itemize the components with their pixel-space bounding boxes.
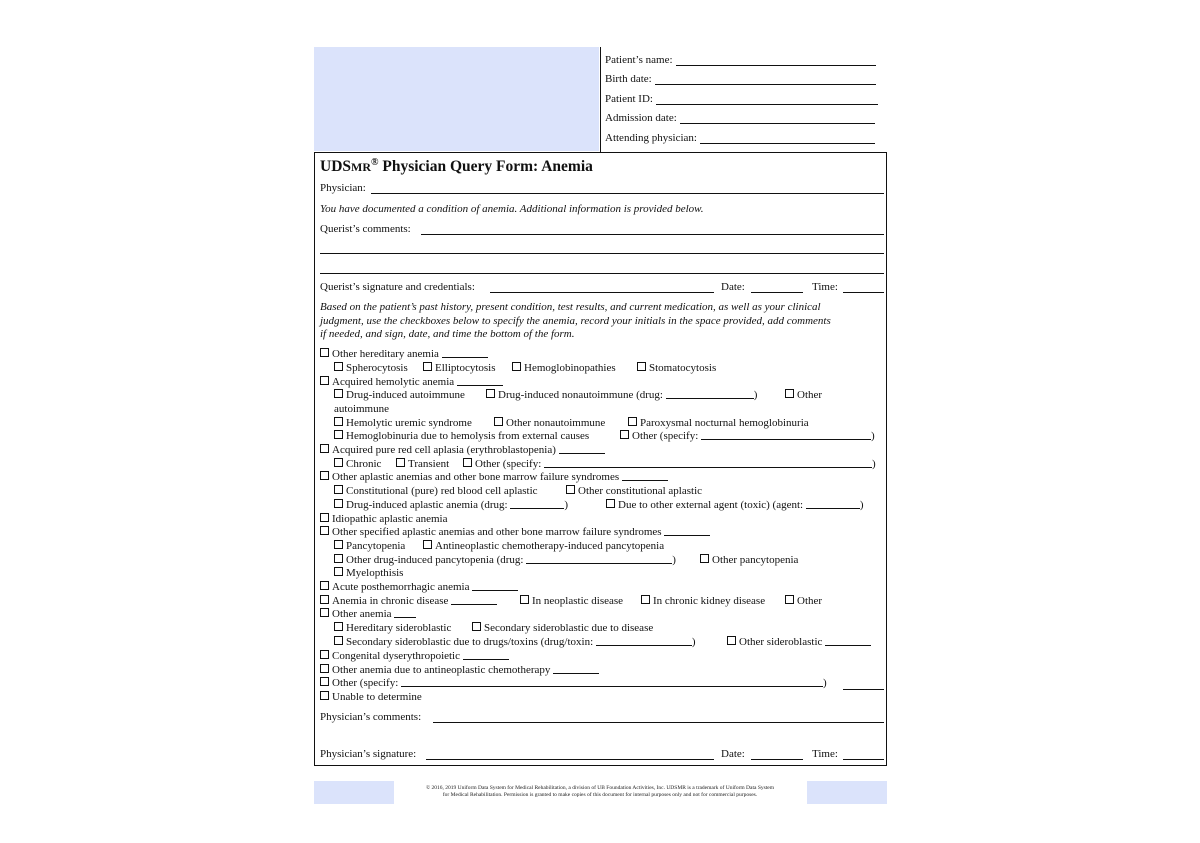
option-external-agent-toxic[interactable]: Due to other external agent (toxic) (agent: ) — [606, 499, 864, 512]
other-specify-initials-line[interactable] — [843, 689, 884, 690]
initials-line[interactable] — [451, 595, 497, 605]
physician-comments-line[interactable] — [433, 722, 884, 723]
checkbox-icon[interactable] — [472, 622, 481, 631]
drug-line[interactable] — [666, 389, 754, 399]
option-drug-induced-autoimmune[interactable]: Drug-induced autoimmune — [334, 389, 465, 402]
physician-time-label: Time: — [812, 748, 838, 760]
checkbox-icon[interactable] — [320, 581, 329, 590]
initials-line[interactable] — [664, 526, 710, 536]
checkbox-icon[interactable] — [396, 458, 405, 467]
physician-date-line[interactable] — [751, 759, 803, 760]
initials-line[interactable] — [559, 444, 605, 454]
checkbox-icon[interactable] — [320, 513, 329, 522]
admission-date-field[interactable] — [605, 112, 875, 124]
option-other-specify[interactable]: Other (specify: ) — [320, 677, 827, 690]
patient-name-label: Patient’s name: — [605, 54, 673, 66]
option-drug-induced-aplastic[interactable]: Drug-induced aplastic anemia (drug: ) — [334, 499, 568, 512]
drug-toxin-line[interactable] — [596, 636, 692, 646]
option-constitutional-red-cell[interactable]: Constitutional (pure) red blood cell aplastic — [334, 485, 538, 498]
option-other-anemia[interactable]: Other anemia — [320, 608, 416, 621]
header-shaded-box — [314, 47, 599, 151]
checkbox-icon[interactable] — [423, 540, 432, 549]
querist-comments-label: Querist’s comments: — [320, 223, 411, 235]
drug-line[interactable] — [526, 554, 672, 564]
checkbox-icon[interactable] — [334, 499, 343, 508]
option-pancytopenia[interactable]: Pancytopenia — [334, 540, 405, 553]
physician-line[interactable] — [371, 193, 884, 194]
querist-signature-line[interactable] — [490, 292, 714, 293]
option-myelopthisis[interactable]: Myelopthisis — [334, 567, 403, 580]
option-other-constitutional-aplastic[interactable]: Other constitutional aplastic — [566, 485, 702, 498]
specify-line[interactable] — [401, 677, 823, 687]
checkbox-icon[interactable] — [700, 554, 709, 563]
initials-line[interactable] — [394, 608, 416, 618]
checkbox-icon[interactable] — [334, 636, 343, 645]
option-stomatocytosis[interactable]: Stomatocytosis — [637, 362, 716, 375]
option-hemoglobinuria-external[interactable]: Hemoglobinuria due to hemolysis from external causes — [334, 430, 589, 443]
option-other-nonautoimmune[interactable]: Other nonautoimmune — [494, 417, 605, 430]
birth-date-label: Birth date: — [605, 73, 652, 85]
option-drug-induced-nonautoimmune[interactable]: Drug-induced nonautoimmune (drug: ) — [486, 389, 757, 402]
initials-line[interactable] — [825, 636, 871, 646]
checkbox-icon[interactable] — [463, 458, 472, 467]
querist-time-label: Time: — [812, 281, 838, 293]
option-hemoglobinopathies[interactable]: Hemoglobinopathies — [512, 362, 616, 375]
option-other-aplastic-anemias[interactable]: Other aplastic anemias and other bone marrow failure syndromes — [320, 471, 668, 484]
option-hereditary-sideroblastic[interactable]: Hereditary sideroblastic — [334, 622, 451, 635]
physician-signature-label: Physician’s signature: — [320, 748, 417, 760]
footer-copyright — [400, 785, 800, 799]
option-in-chronic-kidney-disease[interactable]: In chronic kidney disease — [641, 595, 765, 608]
admission-date-line[interactable] — [680, 112, 875, 124]
querist-time-line[interactable] — [843, 292, 884, 293]
option-hemolytic-other-specify[interactable]: Other (specify: ) — [620, 430, 875, 443]
initials-line[interactable] — [442, 348, 488, 358]
instructions-line-3: if needed, and sign, date, and time the bottom of the form. — [320, 328, 575, 340]
checkbox-icon[interactable] — [320, 664, 329, 673]
querist-date-label: Date: — [721, 281, 745, 293]
option-secondary-sideroblastic-drugs[interactable]: Secondary sideroblastic due to drugs/toxins (drug/toxin: ) — [334, 636, 696, 649]
checkbox-icon[interactable] — [785, 595, 794, 604]
option-paroxysmal-nocturnal[interactable]: Paroxysmal nocturnal hemoglobinuria — [628, 417, 809, 430]
birth-date-line[interactable] — [655, 73, 876, 85]
option-other-sideroblastic[interactable]: Other sideroblastic — [727, 636, 871, 649]
checkbox-icon[interactable] — [320, 650, 329, 659]
option-secondary-sideroblastic-disease[interactable]: Secondary sideroblastic due to disease — [472, 622, 653, 635]
checkbox-icon[interactable] — [334, 567, 343, 576]
header-divider — [600, 47, 601, 152]
checkbox-icon[interactable] — [320, 691, 329, 700]
initials-line[interactable] — [463, 650, 509, 660]
option-in-neoplastic-disease[interactable]: In neoplastic disease — [520, 595, 623, 608]
admission-date-label: Admission date: — [605, 112, 677, 124]
option-chronic[interactable]: Chronic — [334, 458, 381, 471]
initials-line[interactable] — [457, 376, 503, 386]
agent-line[interactable] — [806, 499, 860, 509]
checkbox-icon[interactable] — [785, 389, 794, 398]
footer-left-shade — [314, 781, 394, 804]
instructions-line-2: judgment, use the checkboxes below to specify the anemia, record your initials in the space provided, add comments — [320, 315, 831, 327]
drug-line[interactable] — [510, 499, 564, 509]
checkbox-icon[interactable] — [320, 677, 329, 686]
attending-physician-label: Attending physician: — [605, 132, 697, 144]
option-other-hereditary-anemia[interactable]: Other hereditary anemia — [320, 348, 488, 361]
checkbox-icon[interactable] — [334, 389, 343, 398]
physician-time-line[interactable] — [843, 759, 884, 760]
footer-line-1: © 2016, 2019 Uniform Data System for Medical Rehabilitation, a division of UB Foundation Activities, Inc. UDSMR is a trademark of Uniform Data System — [425, 785, 775, 791]
checkbox-icon[interactable] — [320, 376, 329, 385]
intro-text: You have documented a condition of anemia. Additional information is provided below. — [320, 203, 704, 215]
checkbox-icon[interactable] — [334, 417, 343, 426]
option-acquired-hemolytic-anemia[interactable]: Acquired hemolytic anemia — [320, 376, 503, 389]
physician-date-label: Date: — [721, 748, 745, 760]
initials-line[interactable] — [553, 664, 599, 674]
checkbox-icon[interactable] — [320, 526, 329, 535]
querist-signature-label: Querist’s signature and credentials: — [320, 281, 475, 293]
initials-line[interactable] — [472, 581, 518, 591]
checkbox-icon[interactable] — [320, 471, 329, 480]
querist-comments-line-3[interactable] — [320, 273, 884, 274]
specify-line[interactable] — [701, 430, 871, 440]
option-other-specified-aplastic[interactable]: Other specified aplastic anemias and other bone marrow failure syndromes — [320, 526, 710, 539]
checkbox-icon[interactable] — [334, 554, 343, 563]
checkbox-icon[interactable] — [494, 417, 503, 426]
checkbox-icon[interactable] — [566, 485, 575, 494]
physician-comments-label: Physician’s comments: — [320, 711, 422, 723]
checkbox-icon[interactable] — [486, 389, 495, 398]
attending-physician-line[interactable] — [700, 132, 875, 144]
checkbox-icon[interactable] — [334, 430, 343, 439]
physician-signature-line[interactable] — [426, 759, 714, 760]
checkbox-icon[interactable] — [512, 362, 521, 371]
checkbox-icon[interactable] — [334, 540, 343, 549]
option-chronic-other[interactable]: Other — [785, 595, 822, 608]
checkbox-icon[interactable] — [334, 485, 343, 494]
patient-name-line[interactable] — [676, 54, 876, 66]
option-acquired-pure-red-cell-aplasia[interactable]: Acquired pure red cell aplasia (erythroblastopenia) — [320, 444, 605, 457]
checkbox-icon[interactable] — [423, 362, 432, 371]
checkbox-icon[interactable] — [320, 595, 329, 604]
option-spherocytosis[interactable]: Spherocytosis — [334, 362, 408, 375]
specify-line[interactable] — [544, 458, 872, 468]
attending-physician-field[interactable] — [605, 132, 875, 144]
patient-name-field[interactable] — [605, 54, 876, 66]
physician-label: Physician: — [320, 182, 366, 194]
checkbox-icon[interactable] — [334, 622, 343, 631]
patient-id-line[interactable] — [656, 93, 878, 105]
checkbox-icon[interactable] — [641, 595, 650, 604]
option-acute-posthemorrhagic[interactable]: Acute posthemorrhagic anemia — [320, 581, 518, 594]
checkbox-icon[interactable] — [320, 444, 329, 453]
checkbox-icon[interactable] — [334, 362, 343, 371]
checkbox-icon[interactable] — [520, 595, 529, 604]
checkbox-icon[interactable] — [637, 362, 646, 371]
option-idiopathic-aplastic-anemia[interactable]: Idiopathic aplastic anemia — [320, 513, 447, 526]
option-other-drug-pancytopenia[interactable]: Other drug-induced pancytopenia (drug: ) — [334, 554, 676, 567]
option-transient[interactable]: Transient — [396, 458, 449, 471]
patient-id-label: Patient ID: — [605, 93, 653, 105]
option-aplasia-other-specify[interactable]: Other (specify: ) — [463, 458, 876, 471]
option-unable-to-determine[interactable]: Unable to determine — [320, 691, 422, 704]
checkbox-icon[interactable] — [606, 499, 615, 508]
form-title: UDSMR® Physician Query Form: Anemia — [320, 157, 593, 176]
footer-line-2: for Medical Rehabilitation. Permission is granted to make copies of this document for internal purposes only and not for commercial purposes. — [442, 792, 758, 798]
option-hemolytic-uremic-syndrome[interactable]: Hemolytic uremic syndrome — [334, 417, 472, 430]
option-elliptocytosis[interactable]: Elliptocytosis — [423, 362, 496, 375]
option-other-autoimmune[interactable]: Other — [785, 389, 822, 402]
option-antineoplastic-pancytopenia[interactable]: Antineoplastic chemotherapy-induced pancytopenia — [423, 540, 664, 553]
option-antineoplastic-chemotherapy[interactable]: Other anemia due to antineoplastic chemotherapy — [320, 664, 599, 677]
checkbox-icon[interactable] — [334, 458, 343, 467]
checkbox-icon[interactable] — [320, 608, 329, 617]
initials-line[interactable] — [622, 471, 668, 481]
option-other-autoimmune-cont: autoimmune — [334, 403, 389, 415]
checkbox-icon[interactable] — [320, 348, 329, 357]
option-congenital-dyserythropoietic[interactable]: Congenital dyserythropoietic — [320, 650, 509, 663]
patient-id-field[interactable] — [605, 93, 878, 105]
option-other-pancytopenia[interactable]: Other pancytopenia — [700, 554, 798, 567]
footer-right-shade — [807, 781, 887, 804]
instructions-line-1: Based on the patient’s past history, present condition, test results, and current medication, as well as your clinical — [320, 301, 821, 313]
querist-comments-line-2[interactable] — [320, 253, 884, 254]
checkbox-icon[interactable] — [628, 417, 637, 426]
birth-date-field[interactable] — [605, 73, 876, 85]
checkbox-icon[interactable] — [727, 636, 736, 645]
querist-comments-line-1[interactable] — [421, 234, 884, 235]
querist-date-line[interactable] — [751, 292, 803, 293]
checkbox-icon[interactable] — [620, 430, 629, 439]
option-anemia-chronic-disease[interactable]: Anemia in chronic disease — [320, 595, 497, 608]
